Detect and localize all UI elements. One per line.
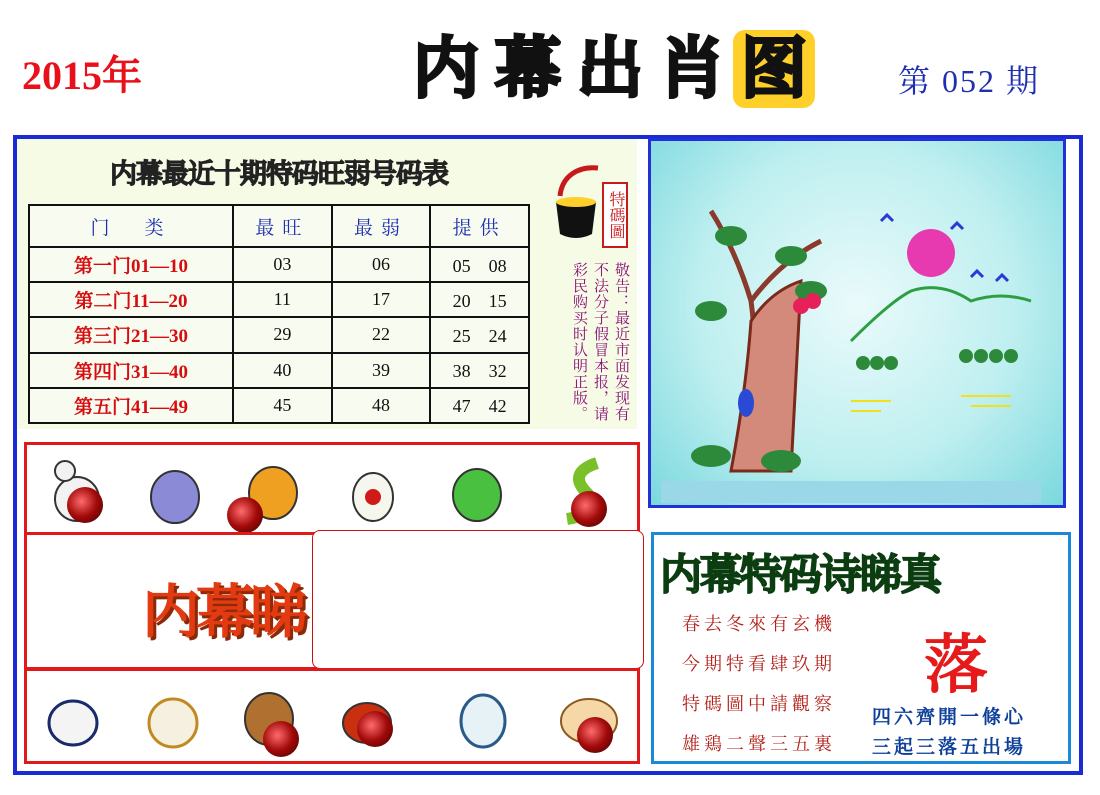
row-category: 第一门01—10 [29, 247, 233, 282]
logo-char-3: 出 [577, 30, 643, 107]
row-category: 第五门41—49 [29, 388, 233, 423]
row-weak: 48 [332, 388, 431, 423]
row-hot: 11 [233, 282, 332, 317]
logo-char-1: 内 [413, 30, 479, 107]
marker-blob [227, 497, 263, 533]
logo-char-5: 图 [733, 30, 815, 108]
poem-title: 内幕特码诗睇真 [660, 550, 941, 599]
poem-line-4: 雄鶏二聲三五裏 [682, 734, 836, 755]
row-provided: 25 24 [430, 317, 529, 352]
brush-pot-icon [548, 162, 604, 242]
dog-icon [447, 679, 519, 755]
hint-line-2: 三起三落五出場 [872, 736, 1027, 758]
marker-blob [571, 491, 607, 527]
rank-table [28, 204, 530, 424]
header-weak: 最弱 [332, 205, 431, 247]
zodiac-bottom-row [24, 668, 640, 764]
marker-blob [263, 721, 299, 757]
table-title: 内幕最近十期特码旺弱号码表 [110, 159, 448, 190]
table-header-row [29, 205, 529, 247]
row-category: 第四门31—40 [29, 353, 233, 388]
middle-title: 内幕睇 [142, 578, 305, 646]
middle-blank-area [312, 530, 644, 669]
logo-char-2: 幕 [495, 30, 561, 107]
row-weak: 17 [332, 282, 431, 317]
ox-icon [139, 453, 211, 529]
table-row [29, 317, 529, 352]
header-hot: 最旺 [233, 205, 332, 247]
year-label: 2015年 [22, 53, 142, 98]
poem-line-1: 春去冬來有玄機 [682, 614, 836, 635]
table-row [29, 247, 529, 282]
row-category: 第三门21—30 [29, 317, 233, 352]
marker-blob [67, 487, 103, 523]
picture-scene [648, 138, 1066, 508]
header-provided: 提供 [430, 205, 529, 247]
logo-title [405, 30, 845, 110]
row-hot: 29 [233, 317, 332, 352]
row-category: 第二门11—20 [29, 282, 233, 317]
poem-line-3: 特碼圖中請觀察 [682, 694, 836, 715]
row-hot: 40 [233, 353, 332, 388]
zodiac-top-row [24, 442, 640, 535]
table-row [29, 388, 529, 423]
issue-number: 第 052 期 [898, 63, 1041, 99]
rabbit-icon [337, 453, 409, 529]
poem-line-2: 今期特看肆玖期 [682, 654, 836, 675]
warning-notice: 敬告：最近市面发现有不法分子假冒本报，请彩民购买时认明正版。 [571, 262, 631, 422]
table-row [29, 282, 529, 317]
table-row [29, 353, 529, 388]
marker-blob [577, 717, 613, 753]
row-weak: 39 [332, 353, 431, 388]
row-provided: 38 32 [430, 353, 529, 388]
row-provided: 47 42 [430, 388, 529, 423]
hint-line-1: 四六齊開一條心 [872, 706, 1027, 728]
header-category: 门 类 [29, 205, 233, 247]
row-provided: 05 08 [430, 247, 529, 282]
marker-blob [357, 711, 393, 747]
seal-label: 特碼圖 [602, 182, 628, 248]
tree-scene-icon [651, 141, 1063, 505]
row-provided: 20 15 [430, 282, 529, 317]
row-weak: 06 [332, 247, 431, 282]
row-hot: 03 [233, 247, 332, 282]
key-character: 落 [924, 629, 988, 703]
goat-icon [137, 679, 209, 755]
dragon-icon [441, 453, 513, 529]
row-hot: 45 [233, 388, 332, 423]
logo-char-4: 肖 [659, 30, 725, 107]
row-weak: 22 [332, 317, 431, 352]
brand-badge [548, 162, 630, 252]
horse-icon [37, 679, 109, 755]
